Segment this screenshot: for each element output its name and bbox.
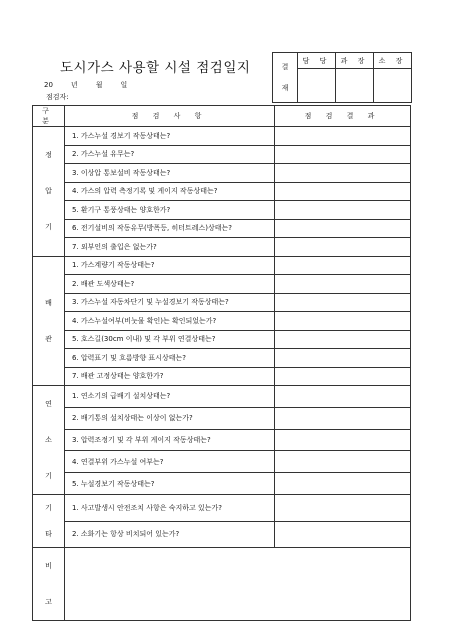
- header-category: 구 분: [33, 106, 65, 127]
- table-row: [33, 312, 411, 331]
- table-row: [33, 275, 411, 294]
- category-char: 관: [45, 334, 52, 343]
- check-item: 1. 사고발생시 안전조치 사항은 숙지하고 있는가?: [65, 495, 275, 522]
- result-cell[interactable]: [275, 330, 411, 349]
- check-item: 7. 외부인의 출입은 없는가?: [65, 238, 275, 257]
- table-row: [33, 201, 411, 220]
- result-cell[interactable]: [275, 219, 411, 238]
- remarks-label: [33, 548, 65, 621]
- document-title: 도시가스 사용할 시설 점검일지: [60, 60, 251, 76]
- check-item: 2. 배기통의 설치상태는 이상이 없는가?: [65, 407, 275, 429]
- check-item: 5. 호스길(30cm 이내) 및 각 부위 연결상태는?: [65, 330, 275, 349]
- table-row: [33, 219, 411, 238]
- date-line: [44, 80, 145, 90]
- remarks-char: 비: [45, 562, 52, 570]
- category-char: 연: [45, 400, 52, 408]
- table-row: [33, 127, 411, 146]
- remarks-field[interactable]: [65, 548, 411, 621]
- check-item: 3. 이상압 통보설비 작동상태는?: [65, 164, 275, 183]
- category-char: 타: [45, 530, 52, 538]
- category-char: 소: [45, 436, 52, 444]
- result-cell[interactable]: [275, 312, 411, 331]
- result-cell[interactable]: [275, 182, 411, 201]
- result-cell[interactable]: [275, 521, 411, 548]
- approval-col-director: 소 장: [374, 53, 412, 69]
- category-char: 기: [45, 504, 52, 512]
- table-row: [33, 238, 411, 257]
- result-cell[interactable]: [275, 367, 411, 386]
- approval-sign-manager[interactable]: [336, 69, 374, 103]
- category-cell: [33, 495, 65, 548]
- result-cell[interactable]: [275, 201, 411, 220]
- table-row: [33, 451, 411, 473]
- table-row: [33, 386, 411, 408]
- check-item: 3. 가스누설 자동차단기 및 누설경보기 작동상태는?: [65, 293, 275, 312]
- check-item: 2. 배관 도색상태는?: [65, 275, 275, 294]
- table-row: [33, 293, 411, 312]
- table-row: [33, 495, 411, 522]
- date-year: 20: [44, 81, 53, 89]
- table-row: [33, 330, 411, 349]
- table-row: [33, 407, 411, 429]
- table-row: [33, 256, 411, 275]
- inspection-table: [32, 105, 411, 621]
- check-item: 2. 가스누설 유무는?: [65, 145, 275, 164]
- check-item: 5. 누설경보기 작동상태는?: [65, 473, 275, 495]
- result-cell[interactable]: [275, 349, 411, 368]
- date-year-unit: 년: [70, 81, 78, 89]
- approval-sign-staff[interactable]: [298, 69, 336, 103]
- check-item: 5. 환기구 통풍상태는 양호한가?: [65, 201, 275, 220]
- inspector-label: 점검자:: [46, 93, 69, 101]
- check-item: 1. 연소기의 급배기 설치상태는?: [65, 386, 275, 408]
- check-item: 7. 배관 고정상태는 양호한가?: [65, 367, 275, 386]
- approval-box: [272, 52, 412, 103]
- result-cell[interactable]: [275, 127, 411, 146]
- category-char: 압: [45, 187, 52, 196]
- result-cell[interactable]: [275, 164, 411, 183]
- table-row: [33, 521, 411, 548]
- approval-col-manager: 과 장: [336, 53, 374, 69]
- table-row: [33, 473, 411, 495]
- header-result: 점 검 결 과: [275, 106, 411, 127]
- check-item: 1. 가스계량기 작동상태는?: [65, 256, 275, 275]
- result-cell[interactable]: [275, 473, 411, 495]
- remarks-row: [33, 548, 411, 621]
- result-cell[interactable]: [275, 256, 411, 275]
- result-cell[interactable]: [275, 293, 411, 312]
- table-row: [33, 367, 411, 386]
- category-char: 배: [45, 298, 52, 307]
- approval-label-top: 결: [281, 62, 289, 71]
- approval-col-staff: 담 당: [298, 53, 336, 69]
- category-cell: [33, 256, 65, 386]
- header-item: 점 검 사 항: [65, 106, 275, 127]
- category-char: 기: [45, 472, 52, 480]
- result-cell[interactable]: [275, 429, 411, 451]
- result-cell[interactable]: [275, 145, 411, 164]
- result-cell[interactable]: [275, 407, 411, 429]
- table-row: [33, 182, 411, 201]
- date-month-unit: 월: [95, 81, 103, 89]
- check-item: 2. 소화기는 항상 비치되어 있는가?: [65, 521, 275, 548]
- check-item: 4. 가스의 압력 측정기록 및 게이지 작동상태는?: [65, 182, 275, 201]
- result-cell[interactable]: [275, 238, 411, 257]
- table-header-row: [33, 106, 411, 127]
- category-char: 기: [45, 223, 52, 232]
- category-char: 정: [45, 151, 52, 160]
- check-item: 6. 압력표기 및 흐름방향 표시상태는?: [65, 349, 275, 368]
- category-cell: [33, 386, 65, 495]
- date-day-unit: 일: [120, 81, 128, 89]
- result-cell[interactable]: [275, 451, 411, 473]
- approval-sign-director[interactable]: [374, 69, 412, 103]
- result-cell[interactable]: [275, 386, 411, 408]
- table-row: [33, 145, 411, 164]
- check-item: 4. 연결부위 가스누설 여부는?: [65, 451, 275, 473]
- check-item: 1. 가스누설 경보기 작동상태는?: [65, 127, 275, 146]
- result-cell[interactable]: [275, 275, 411, 294]
- result-cell[interactable]: [275, 495, 411, 522]
- check-item: 6. 전기설비의 작동유무(방폭등, 히터트레스)상태는?: [65, 219, 275, 238]
- check-item: 3. 압력조정기 및 각 부위 게이지 작동상태는?: [65, 429, 275, 451]
- table-row: [33, 164, 411, 183]
- category-cell: [33, 127, 65, 257]
- remarks-char: 고: [45, 598, 52, 606]
- check-item: 4. 가스누설여부(비눗물 확인)는 확인되었는가?: [65, 312, 275, 331]
- approval-label-bottom: 재: [281, 83, 289, 92]
- table-row: [33, 429, 411, 451]
- table-row: [33, 349, 411, 368]
- approval-label: [273, 53, 298, 103]
